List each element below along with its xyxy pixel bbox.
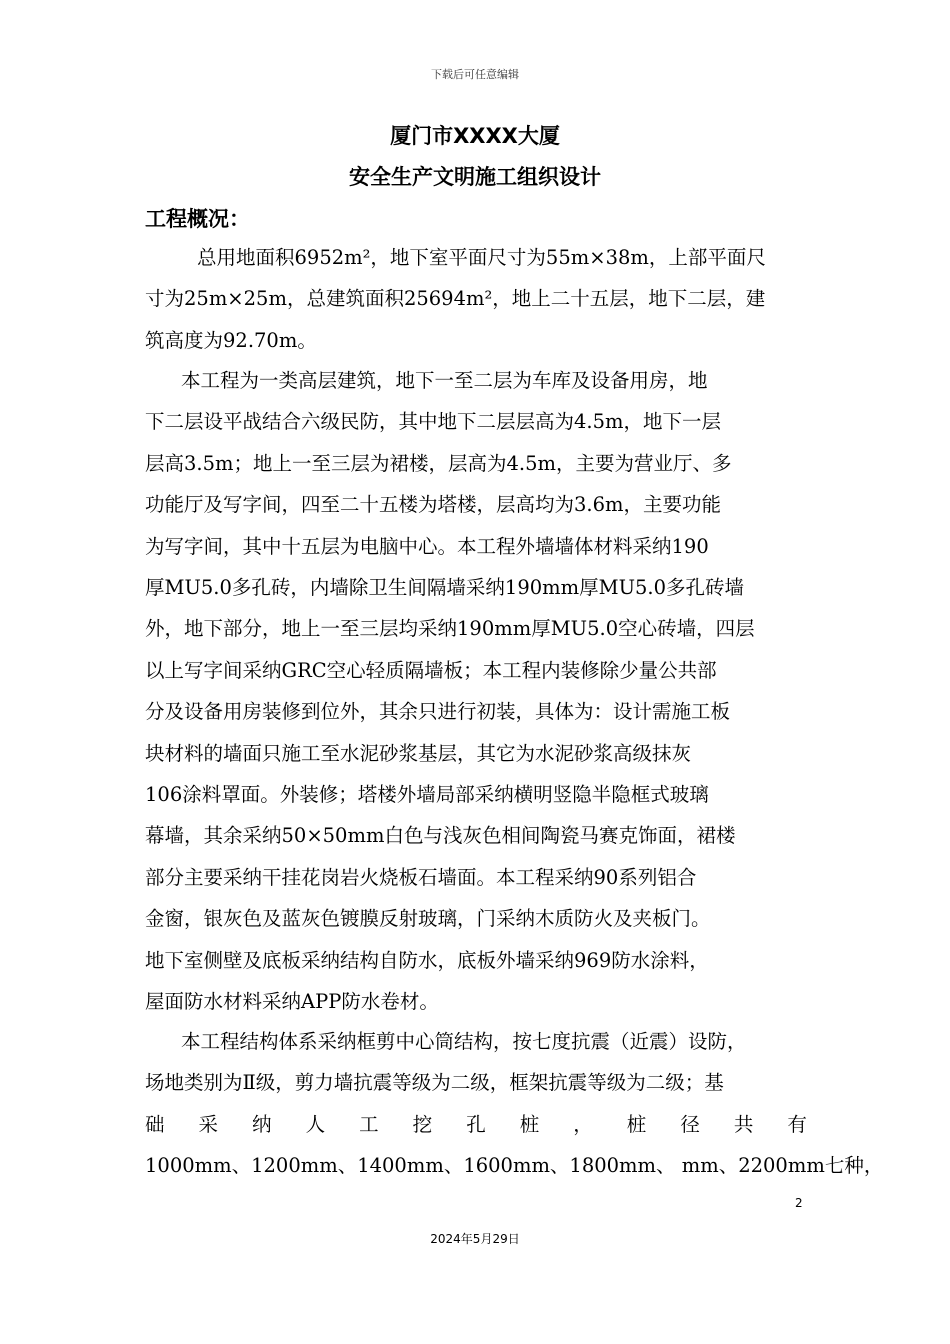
paragraph-building-description (145, 360, 807, 1023)
spread-char: 孔 (466, 1112, 486, 1136)
text-line: 幕墙，其余采纳50×50mm白色与浅灰色相间陶瓷马赛克饰面，裙楼 (145, 824, 736, 848)
spread-char: 径 (680, 1112, 700, 1136)
header-note: 下载后可任意编辑 (431, 68, 519, 81)
text-line: 部分主要采纳干挂花岗岩火烧板石墙面。本工程采纳90系列铝合 (145, 865, 697, 889)
text-line: 筑高度为92.70m。 (145, 328, 317, 352)
text-line: 为写字间，其中十五层为电脑中心。本工程外墙墙体材料采纳190 (145, 534, 709, 558)
spread-char: 桩 (626, 1112, 647, 1136)
spread-char: 础 (145, 1112, 165, 1136)
text-line: 以上写字间采纳GRC空心轻质隔墙板；本工程内装修除少量公共部 (145, 658, 717, 682)
paragraph-site-area (145, 237, 807, 361)
spread-char: 共 (733, 1112, 754, 1136)
spread-char: 挖 (412, 1112, 433, 1136)
text-line: 金窗，银灰色及蓝灰色镀膜反射玻璃，门采纳木质防火及夹板门。 (145, 907, 711, 931)
text-line: 块材料的墙面只施工至水泥砂浆基层，其它为水泥砂浆高级抹灰 (145, 741, 692, 765)
text-line: 分及设备用房装修到位外，其余只进行初装，具体为：设计需施工板 (145, 700, 731, 724)
text-line: 总用地面积6952m²，地下室平面尺寸为55m×38m，上部平面尺 (197, 246, 766, 269)
text-line: 本工程结构体系采纳框剪中心筒结构，按七度抗震（近震）设防， (181, 1030, 747, 1053)
text-line: 寸为25m×25m，总建筑面积25694m²，地上二十五层，地下二层，建 (145, 287, 766, 311)
spread-char: 人 (305, 1112, 326, 1136)
text-line: 功能厅及写字间，四至二十五楼为塔楼，层高均为3.6m，主要功能 (145, 493, 722, 517)
text-line: 外，地下部分，地上一至三层均采纳190mm厚MU5.0空心砖墙，四层 (145, 617, 755, 641)
text-line: 场地类别为Ⅱ级，剪力墙抗震等级为二级，框架抗震等级为二级；基 (145, 1071, 724, 1095)
document-title: 厦门市XXXX大厦 (390, 124, 560, 148)
section-heading: 工程概况： (145, 207, 250, 231)
text-line: 下二层设平战结合六级民防，其中地下二层层高为4.5m，地下一层 (145, 410, 722, 434)
spread-char: 纳 (252, 1112, 272, 1136)
spread-char: ， (573, 1112, 593, 1136)
text-line: 1000mm、1200mm、1400mm、1600mm、1800mm、 mm、2200mm七种， (145, 1154, 884, 1178)
document-subtitle: 安全生产文明施工组织设计 (349, 165, 601, 189)
text-line: 层高3.5m；地上一至三层为裙楼，层高为4.5m，主要为营业厅、多 (145, 451, 732, 475)
paragraph-structure (145, 1021, 884, 1187)
footer-date: 2024年5月29日 (430, 1232, 520, 1246)
text-line: 106涂料罩面。外装修；塔楼外墙局部采纳横明竖隐半隐框式玻璃 (145, 783, 709, 807)
spread-char: 工 (359, 1112, 379, 1136)
spread-char: 桩 (519, 1112, 540, 1136)
spread-char: 采 (198, 1112, 219, 1136)
text-line: 屋面防水材料采纳APP防水卷材。 (145, 990, 439, 1014)
page-number: 2 (795, 1196, 803, 1210)
text-line: 本工程为一类高层建筑，地下一至二层为车库及设备用房，地 (181, 369, 708, 392)
spread-char: 有 (787, 1112, 807, 1136)
text-line: 厚MU5.0多孔砖，内墙除卫生间隔墙采纳190mm厚MU5.0多孔砖墙 (145, 576, 745, 600)
text-line: 地下室侧壁及底板采纳结构自防水，底板外墙采纳969防水涂料， (145, 948, 709, 972)
text-line-spread (145, 1104, 807, 1145)
